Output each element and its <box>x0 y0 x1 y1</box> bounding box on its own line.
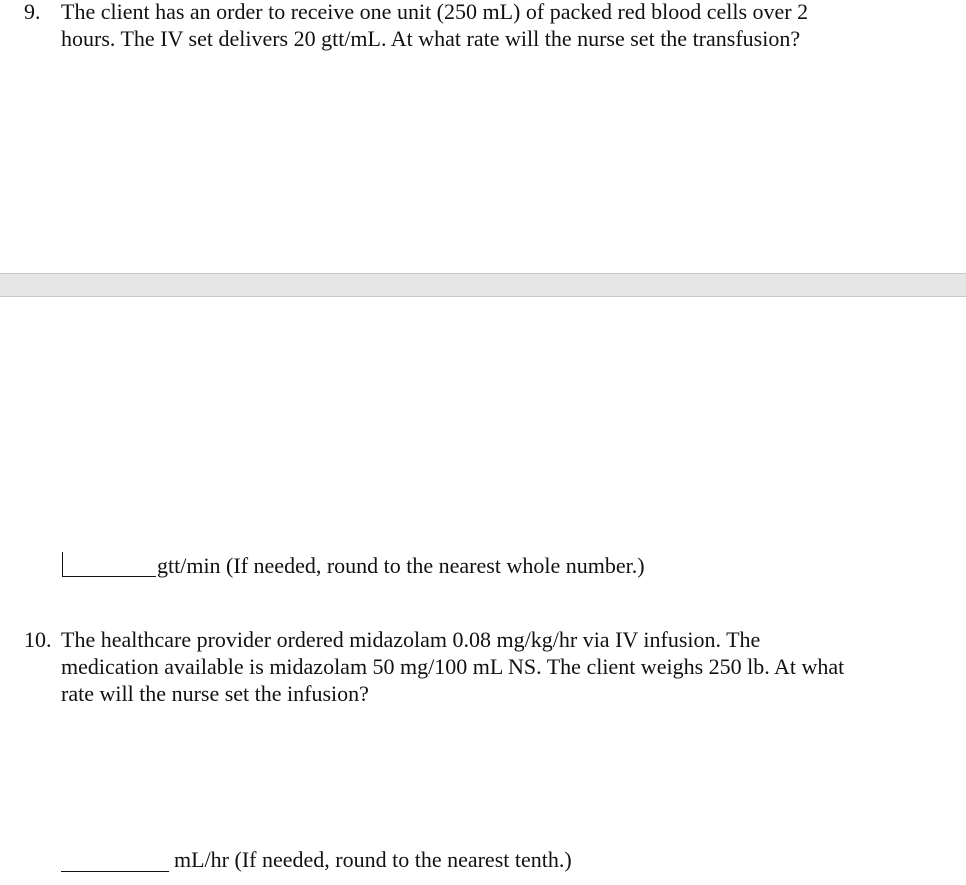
question-9-text-line-1: The client has an order to receive one unit (250 mL) of packed red blood cells over 2 <box>61 0 809 24</box>
question-10-text-line-2: medication available is midazolam 50 mg/100 mL NS. The client weighs 250 lb. At what <box>61 654 845 679</box>
question-9-answer-blank[interactable] <box>62 576 156 577</box>
question-9-answer-unit: gtt/min (If needed, round to the nearest whole number.) <box>157 553 645 578</box>
question-10-text-line-1: The healthcare provider ordered midazolam 0.08 mg/kg/hr via IV infusion. The <box>61 627 761 652</box>
question-10-number: 10. <box>24 627 52 652</box>
question-9-text-line-2: hours. The IV set delivers 20 gtt/mL. At what rate will the nurse set the transfusion? <box>61 26 801 51</box>
question-10-text-line-3: rate will the nurse set the infusion? <box>61 681 369 706</box>
question-10-answer-blank[interactable] <box>61 871 169 872</box>
page-break <box>0 273 966 297</box>
question-10-answer-unit: mL/hr (If needed, round to the nearest tenth.) <box>174 847 572 872</box>
text-cursor <box>62 552 63 577</box>
question-9-number: 9. <box>24 0 41 24</box>
